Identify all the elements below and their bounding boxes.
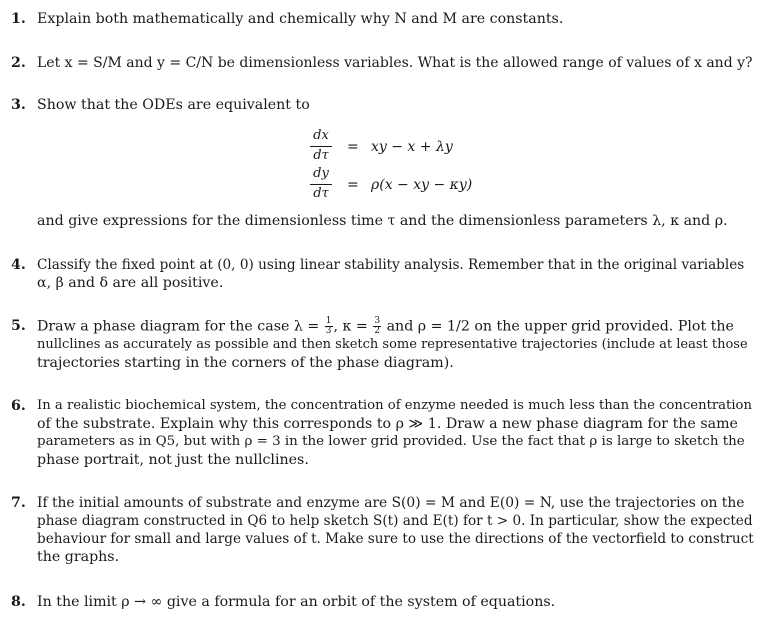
question-line: phase portrait, not just the nullclines. xyxy=(37,452,309,468)
equation-2 xyxy=(0,166,768,206)
question-text: Let x = S/M and y = C/N be dimensionless variables. What is the allowed range of values of x and y? xyxy=(37,55,753,71)
question-text: and give expressions for the dimensionless time τ and the dimensionless parameters λ, κ and ρ. xyxy=(37,213,728,229)
question-text: Explain both mathematically and chemically why N and M are constants. xyxy=(37,11,564,27)
question-line: α, β and δ are all positive. xyxy=(37,275,224,291)
eq1-denominator: dτ xyxy=(313,148,329,163)
question-text: In the limit ρ → ∞ give a formula for an orbit of the system of equations. xyxy=(37,594,556,610)
question-line: phase diagram constructed in Q6 to help sketch S(t) and E(t) for t > 0. In particular, show the expected xyxy=(37,513,753,529)
eq2-rhs: ρ(x − xy − κy) xyxy=(371,177,473,193)
question-number: 4. xyxy=(11,257,26,273)
question-number: 3. xyxy=(11,97,26,113)
question-line: behaviour for small and large values of t. Make sure to use the directions of the vectorfield to construct xyxy=(37,531,754,547)
kappa-fraction: $\frac{3}{2}$ xyxy=(374,316,381,336)
question-line: trajectories starting in the corners of the phase diagram). xyxy=(37,355,454,371)
eq1-rhs: xy − x + λy xyxy=(371,139,453,155)
lambda-fraction: $\frac{1}{3}$ xyxy=(325,316,332,336)
eq2-denominator: dτ xyxy=(313,186,329,201)
equation-1 xyxy=(0,128,768,168)
eq1-numerator: dx xyxy=(313,128,329,143)
question-number: 6. xyxy=(11,398,26,414)
q5-text-b: and ρ = 1/2 on the upper grid provided. Plot the xyxy=(386,318,734,335)
eq1-fraction-bar xyxy=(310,146,332,147)
eq2-numerator: dy xyxy=(313,166,329,181)
question-number: 8. xyxy=(11,594,26,610)
question-line: In a realistic biochemical system, the concentration of enzyme needed is much less than the concentration xyxy=(37,398,752,413)
question-line: parameters as in Q5, but with ρ = 3 in the lower grid provided. Use the fact that ρ is large to sketch the xyxy=(37,434,745,449)
q5-text-a: Draw a phase diagram for the case λ = xyxy=(37,318,320,335)
question-number: 1. xyxy=(11,11,26,27)
question-line xyxy=(37,317,734,336)
question-line: nullclines as accurately as possible and then sketch some representative trajectories (include at least those xyxy=(37,337,748,352)
question-number: 7. xyxy=(11,495,26,511)
question-text: Show that the ODEs are equivalent to xyxy=(37,97,310,113)
eq2-equals: = xyxy=(347,177,359,193)
question-line: the graphs. xyxy=(37,549,120,565)
question-line: If the initial amounts of substrate and enzyme are S(0) = M and E(0) = N, use the trajectories on the xyxy=(37,495,745,511)
question-line: of the substrate. Explain why this corresponds to ρ ≫ 1. Draw a new phase diagram for the same xyxy=(37,416,738,432)
eq2-fraction-bar xyxy=(310,184,332,185)
question-number: 5. xyxy=(11,318,26,334)
kappa-label: , κ = xyxy=(333,318,368,335)
question-number: 2. xyxy=(11,55,26,71)
eq1-equals: = xyxy=(347,139,359,155)
question-line: Classify the fixed point at (0, 0) using linear stability analysis. Remember that in the original variables xyxy=(37,257,745,273)
